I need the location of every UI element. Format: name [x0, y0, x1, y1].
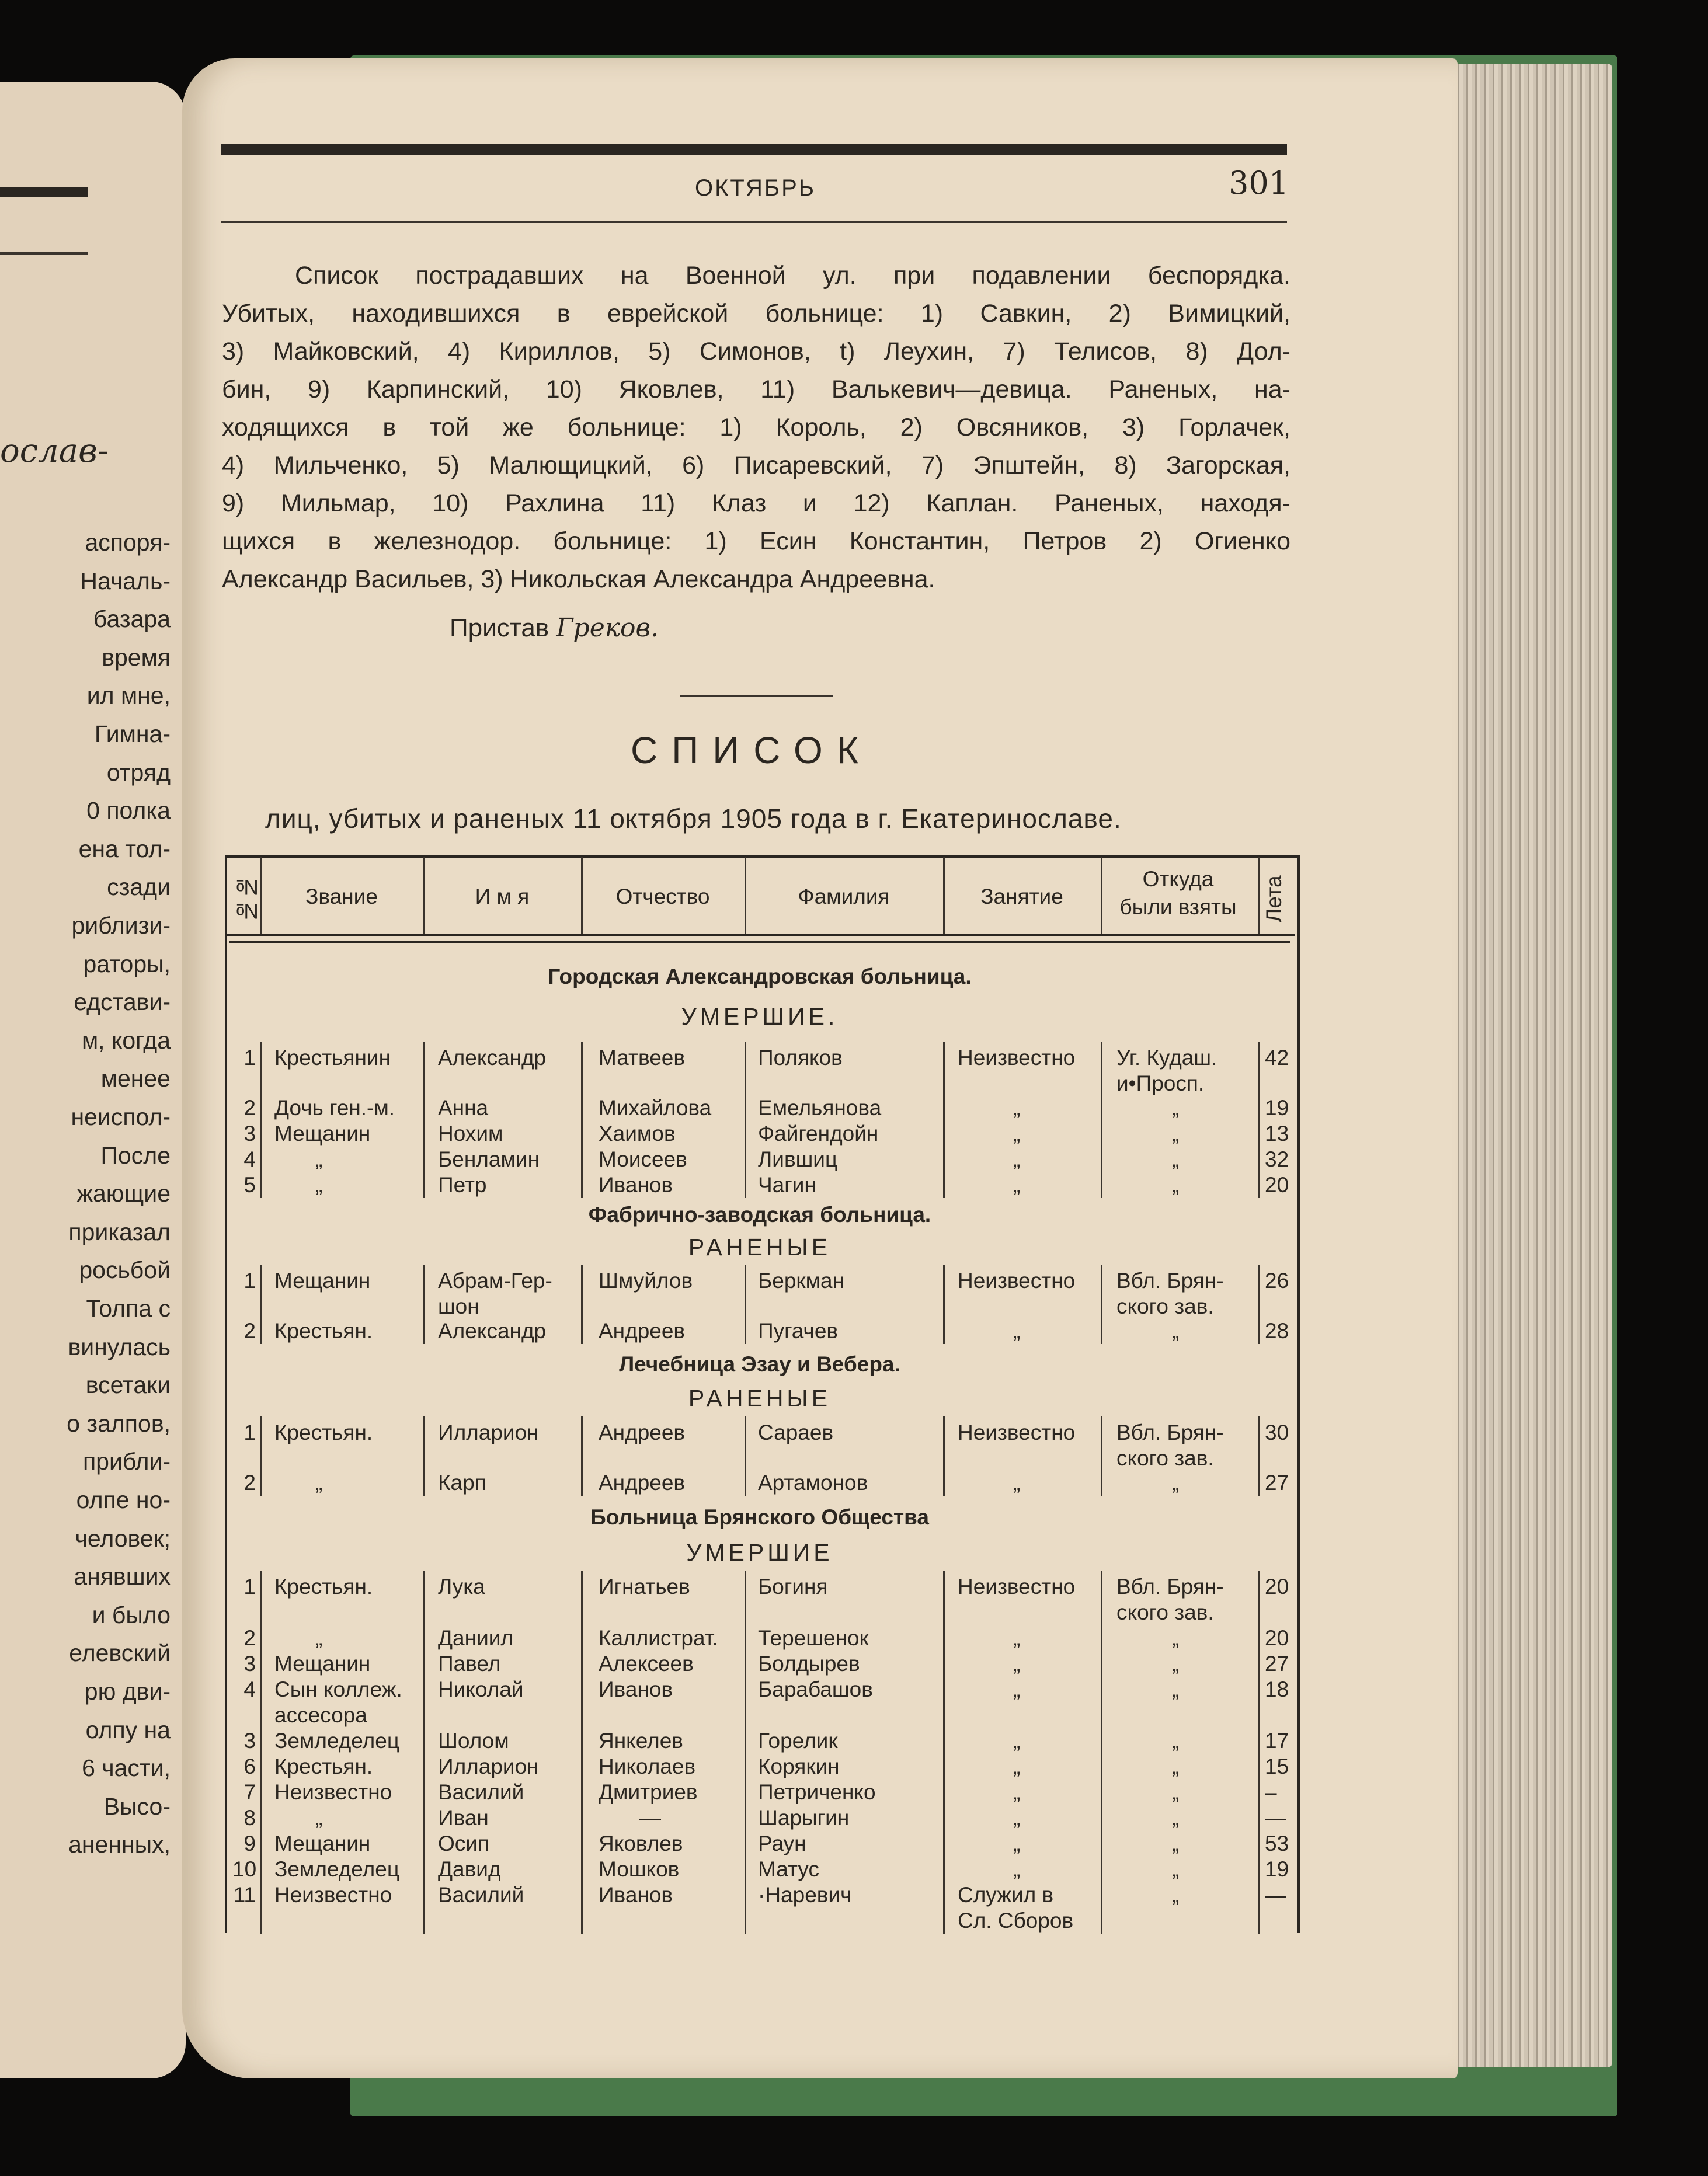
- row-surname: ·Наревич: [758, 1883, 852, 1907]
- row-age: 32: [1265, 1147, 1289, 1171]
- left-page-line: аненных,: [68, 1831, 171, 1858]
- section-hospital: Лечебница Эзау и Вебера.: [619, 1352, 900, 1376]
- left-page-line: время: [102, 643, 171, 671]
- left-page-line: приказал: [68, 1218, 171, 1245]
- row-number: 5: [243, 1173, 256, 1197]
- row-occupation: „: [1013, 1173, 1021, 1197]
- left-page-line: человек;: [75, 1524, 171, 1552]
- row-patronymic: —: [639, 1806, 661, 1830]
- row-name: Лука: [438, 1575, 485, 1599]
- row-source-cont: ского зав.: [1116, 1446, 1214, 1470]
- row-surname: Лившиц: [758, 1147, 838, 1171]
- header-rule: [221, 144, 1287, 155]
- column-rule: [943, 857, 945, 934]
- row-source: Вбл. Брян-: [1116, 1269, 1224, 1293]
- row-surname: Барабашов: [758, 1677, 873, 1701]
- left-page-line: олпе но-: [76, 1486, 171, 1513]
- row-name: Шолом: [438, 1729, 509, 1753]
- section-hospital: Больница Брянского Общества: [590, 1505, 929, 1529]
- row-occupation: „: [1013, 1319, 1021, 1343]
- paragraph-line: ходящихся в той же больнице: 1) Король, 2) Овсяников, 3) Горлачек,: [222, 413, 1290, 441]
- row-source-cont: и•Просп.: [1116, 1071, 1205, 1095]
- row-rank: „: [315, 1147, 323, 1171]
- row-occupation: „: [1013, 1832, 1021, 1855]
- row-source: „: [1172, 1857, 1180, 1881]
- column-rule: [423, 1265, 425, 1344]
- row-number: 8: [243, 1806, 256, 1830]
- row-source: „: [1172, 1147, 1180, 1171]
- table-header-rule-inner: [229, 941, 1290, 943]
- left-page-line: олпу на: [85, 1716, 171, 1743]
- row-source: „: [1172, 1806, 1180, 1830]
- row-name: Бенламин: [438, 1147, 540, 1171]
- column-rule: [581, 1571, 583, 1934]
- row-rank: Мещанин: [274, 1122, 371, 1146]
- row-name: Карп: [438, 1471, 486, 1495]
- left-page-line: риблизи-: [71, 912, 171, 939]
- left-page-line: жающие: [76, 1180, 171, 1207]
- row-surname: Файгендойн: [758, 1122, 879, 1146]
- row-number: 2: [243, 1319, 256, 1343]
- row-rank: „: [315, 1806, 323, 1830]
- left-page-line: винулась: [68, 1333, 171, 1360]
- col-header-source-line1: Откуда: [1142, 867, 1214, 891]
- row-number: 4: [243, 1677, 256, 1701]
- section-hospital: Городская Александровская больница.: [548, 965, 972, 988]
- row-rank: Мещанин: [274, 1652, 371, 1676]
- row-patronymic: Яковлев: [599, 1832, 683, 1855]
- left-page: [0, 82, 186, 2078]
- row-age: 20: [1265, 1173, 1289, 1197]
- row-patronymic: Иванов: [599, 1677, 673, 1701]
- row-occupation: „: [1013, 1780, 1021, 1804]
- column-rule: [745, 1571, 746, 1934]
- section-kind: РАНЕНЫЕ: [688, 1234, 832, 1261]
- column-rule: [260, 1042, 262, 1198]
- row-age: 17: [1265, 1729, 1289, 1753]
- row-patronymic: Дмитриев: [599, 1780, 698, 1804]
- row-source: Вбл. Брян-: [1116, 1575, 1224, 1599]
- row-patronymic: Иванов: [599, 1173, 673, 1197]
- section-kind: УМЕРШИЕ: [686, 1539, 833, 1566]
- row-surname: Шарыгин: [758, 1806, 850, 1830]
- row-rank-cont: ассесора: [274, 1703, 367, 1727]
- row-age: 15: [1265, 1754, 1289, 1778]
- left-page-line: росьбой: [79, 1256, 171, 1284]
- left-page-line: елевский: [69, 1639, 171, 1667]
- left-page-rule: [0, 187, 88, 197]
- left-page-line: менее: [100, 1065, 171, 1092]
- col-header-no: №№: [235, 875, 259, 923]
- column-rule: [943, 1042, 945, 1198]
- column-rule: [943, 1416, 945, 1496]
- row-surname: Горелик: [758, 1729, 838, 1753]
- column-rule: [1258, 857, 1260, 934]
- row-surname: Болдырев: [758, 1652, 860, 1676]
- column-rule: [581, 1265, 583, 1344]
- paragraph-line: щихся в железнодор. больнице: 1) Есин Константин, Петров 2) Огиенко: [222, 527, 1290, 555]
- col-header-surname: Фамилия: [798, 885, 890, 908]
- left-page-rule-thin: [0, 252, 88, 255]
- row-source: Уг. Кудаш.: [1116, 1046, 1217, 1070]
- row-age: 27: [1265, 1471, 1289, 1495]
- left-page-line: аспоря-: [85, 529, 171, 556]
- running-title: ОКТЯБРЬ: [695, 175, 816, 201]
- row-age: 18: [1265, 1677, 1289, 1701]
- row-age: —: [1265, 1806, 1286, 1830]
- column-rule: [1101, 1571, 1102, 1934]
- row-patronymic: Шмуйлов: [599, 1269, 693, 1293]
- left-page-line: анявших: [74, 1563, 171, 1590]
- signer-name: Греков.: [556, 613, 659, 643]
- paragraph-line: 4) Мильченко, 5) Малющицкий, 6) Писаревский, 7) Эпштейн, 8) Загорская,: [222, 451, 1290, 479]
- row-age: 19: [1265, 1857, 1289, 1881]
- row-surname: Богиня: [758, 1575, 828, 1599]
- row-patronymic: Игнатьев: [599, 1575, 690, 1599]
- row-age: 28: [1265, 1319, 1289, 1343]
- row-patronymic: Михайлова: [599, 1096, 712, 1120]
- column-rule: [260, 1416, 262, 1496]
- column-rule: [745, 857, 746, 934]
- row-surname: Матус: [758, 1857, 819, 1881]
- row-occupation-cont: Сл. Сборов: [958, 1909, 1074, 1933]
- row-patronymic: Хаимов: [599, 1122, 676, 1146]
- row-rank: „: [315, 1626, 323, 1650]
- left-page-line: базара: [93, 605, 171, 633]
- left-page-line: рю дви-: [84, 1678, 171, 1705]
- row-patronymic: Николаев: [599, 1754, 696, 1778]
- row-rank: Неизвестно: [274, 1883, 392, 1907]
- left-page-line: сзади: [107, 873, 171, 901]
- row-surname: Пугачев: [758, 1319, 839, 1343]
- page-edges: [1454, 64, 1612, 2067]
- left-page-line: Толпа с: [86, 1295, 171, 1322]
- row-source: „: [1172, 1780, 1180, 1804]
- row-source: Вбл. Брян-: [1116, 1421, 1224, 1444]
- row-rank: Мещанин: [274, 1269, 371, 1293]
- left-page-line: ил мне,: [86, 682, 171, 709]
- section-kind: УМЕРШИЕ.: [681, 1003, 839, 1030]
- row-surname: Емельянова: [758, 1096, 882, 1120]
- col-header-rank: Звание: [305, 885, 378, 908]
- row-name: Нохим: [438, 1122, 503, 1146]
- row-patronymic: Андреев: [599, 1319, 686, 1343]
- row-name: Абрам-Гер-: [438, 1269, 552, 1293]
- intro-paragraph: [222, 257, 1290, 598]
- row-name-cont: шон: [438, 1294, 479, 1318]
- col-header-source-line2: были взяты: [1119, 895, 1237, 919]
- row-source-cont: ского зав.: [1116, 1600, 1214, 1624]
- row-name: Давид: [438, 1857, 501, 1881]
- row-rank: Неизвестно: [274, 1780, 392, 1804]
- row-rank: „: [315, 1173, 323, 1197]
- column-rule: [943, 1265, 945, 1344]
- row-age: 26: [1265, 1269, 1289, 1293]
- column-rule: [423, 1042, 425, 1198]
- page-number: 301: [1229, 165, 1289, 201]
- column-rule: [1101, 857, 1102, 934]
- row-source: „: [1172, 1319, 1180, 1343]
- paragraph-line: 9) Мильмар, 10) Рахлина 11) Клаз и 12) Каплан. Раненых, находя-: [222, 489, 1290, 517]
- row-rank: Крестьян.: [274, 1754, 373, 1778]
- row-name: Петр: [438, 1173, 487, 1197]
- row-patronymic: Алексеев: [599, 1652, 694, 1676]
- row-source: „: [1172, 1729, 1180, 1753]
- paragraph-line: Убитых, находившихся в еврейской больнице: 1) Савкин, 2) Вимицкий,: [222, 300, 1290, 328]
- section-kind: РАНЕНЫЕ: [688, 1385, 832, 1412]
- column-rule: [581, 1042, 583, 1198]
- row-patronymic: Моисеев: [599, 1147, 687, 1171]
- left-page-line: Гимна-: [94, 720, 171, 747]
- left-page-line: и было: [92, 1601, 171, 1628]
- row-source: „: [1172, 1626, 1180, 1650]
- row-rank: Крестьян.: [274, 1319, 373, 1343]
- paragraph-line: 3) Майковский, 4) Кириллов, 5) Симонов, t) Леухин, 7) Телисов, 8) Дол-: [222, 337, 1290, 365]
- section-hospital: Фабрично-заводская больница.: [588, 1203, 931, 1227]
- paragraph-line: бин, 9) Карпинский, 10) Яковлев, 11) Валькевич—девица. Раненых, на-: [222, 375, 1290, 403]
- column-rule: [423, 1571, 425, 1934]
- row-surname: Терешенок: [758, 1626, 869, 1650]
- left-page-line: раторы,: [83, 950, 171, 977]
- row-surname: Корякин: [758, 1754, 840, 1778]
- row-number: 6: [243, 1754, 256, 1778]
- column-rule: [260, 857, 262, 934]
- column-rule: [745, 1042, 746, 1198]
- row-source: „: [1172, 1096, 1180, 1120]
- left-page-line: м, когда: [81, 1026, 171, 1054]
- paragraph-line: Список пострадавших на Военной ул. при подавлении беспорядка.: [295, 262, 1290, 290]
- row-name: Анна: [438, 1096, 489, 1120]
- row-number: 1: [243, 1575, 256, 1599]
- row-name: Даниил: [438, 1626, 513, 1650]
- column-rule: [423, 1416, 425, 1496]
- row-source: „: [1172, 1754, 1180, 1778]
- paragraph-line: Александр Васильев, 3) Никольская Александра Андреевна.: [222, 565, 935, 593]
- header-rule-thin: [221, 221, 1287, 223]
- row-number: 3: [243, 1729, 256, 1753]
- row-name: Василий: [438, 1883, 524, 1907]
- row-rank: Мещанин: [274, 1832, 371, 1855]
- row-source: „: [1172, 1471, 1180, 1495]
- row-occupation: „: [1013, 1471, 1021, 1495]
- row-age: 27: [1265, 1652, 1289, 1676]
- row-number: 9: [243, 1832, 256, 1855]
- list-title: СПИСОК: [631, 729, 873, 771]
- row-occupation: „: [1013, 1754, 1021, 1778]
- col-header-patronymic: Отчество: [615, 885, 710, 908]
- row-occupation: Неизвестно: [958, 1575, 1076, 1599]
- left-page-line: неиспол-: [71, 1103, 171, 1130]
- row-occupation: „: [1013, 1677, 1021, 1701]
- left-page-line: После: [100, 1141, 171, 1169]
- row-occupation: „: [1013, 1626, 1021, 1650]
- row-number: 11: [233, 1883, 256, 1907]
- row-name: Василий: [438, 1780, 524, 1804]
- row-occupation: Неизвестно: [958, 1421, 1076, 1444]
- row-number: 1: [243, 1269, 256, 1293]
- row-number: 1: [243, 1046, 256, 1070]
- row-number: 1: [243, 1421, 256, 1444]
- left-page-line: отряд: [106, 758, 171, 786]
- row-rank: Крестьян.: [274, 1575, 373, 1599]
- row-source: „: [1172, 1173, 1180, 1197]
- row-occupation: „: [1013, 1096, 1021, 1120]
- row-age: 19: [1265, 1096, 1289, 1120]
- row-occupation: „: [1013, 1652, 1021, 1676]
- left-page-line: ена тол-: [78, 835, 171, 862]
- row-name: Александр: [438, 1319, 547, 1343]
- left-page-line: 0 полка: [86, 797, 171, 824]
- col-header-age: Лета: [1262, 875, 1286, 923]
- row-patronymic: Каллистрат.: [599, 1626, 718, 1650]
- row-rank: Крестьянин: [274, 1046, 391, 1070]
- left-page-line: всетаки: [85, 1371, 171, 1399]
- row-patronymic: Иванов: [599, 1883, 673, 1907]
- row-surname: Сараев: [758, 1421, 834, 1444]
- signature-line: [450, 613, 659, 643]
- column-rule: [1101, 1416, 1102, 1496]
- column-rule: [1258, 1571, 1260, 1934]
- row-occupation: „: [1013, 1729, 1021, 1753]
- column-rule: [1258, 1042, 1260, 1198]
- column-rule: [745, 1416, 746, 1496]
- row-rank: Дочь ген.-м.: [274, 1096, 395, 1120]
- row-name: Александр: [438, 1046, 547, 1070]
- row-name: Осип: [438, 1832, 489, 1855]
- row-rank: Сын коллеж.: [274, 1677, 402, 1701]
- row-patronymic: Мошков: [599, 1857, 680, 1881]
- list-subtitle: лиц, убитых и раненых 11 октября 1905 года в г. Екатеринославе.: [265, 803, 1122, 834]
- left-page-line: прибли-: [82, 1448, 171, 1475]
- row-surname: Поляков: [758, 1046, 843, 1070]
- left-page-italic-fragment: ослав-: [0, 432, 109, 470]
- row-occupation: „: [1013, 1806, 1021, 1830]
- row-number: 2: [243, 1096, 256, 1120]
- row-age: 20: [1265, 1575, 1289, 1599]
- row-name: Илларион: [438, 1421, 539, 1444]
- row-age: 30: [1265, 1421, 1289, 1444]
- row-number: 4: [243, 1147, 256, 1171]
- left-page-line: 6 части,: [82, 1754, 171, 1782]
- row-number: 3: [243, 1652, 256, 1676]
- row-name: Иван: [438, 1806, 489, 1830]
- column-rule: [423, 857, 425, 934]
- row-number: 3: [243, 1122, 256, 1146]
- row-surname: Петриченко: [758, 1780, 876, 1804]
- row-name: Павел: [438, 1652, 501, 1676]
- left-page-line: едстави-: [74, 988, 171, 1016]
- column-rule: [581, 857, 583, 934]
- left-page-line: Высо-: [103, 1792, 171, 1820]
- row-patronymic: Матвеев: [599, 1046, 685, 1070]
- row-surname: Чагин: [758, 1173, 816, 1197]
- row-occupation: Неизвестно: [958, 1046, 1076, 1070]
- column-rule: [581, 1416, 583, 1496]
- row-age: —: [1265, 1883, 1286, 1907]
- column-rule: [943, 1571, 945, 1934]
- col-header-name: И м я: [475, 885, 530, 908]
- row-patronymic: Андреев: [599, 1421, 686, 1444]
- column-rule: [260, 1265, 262, 1344]
- row-occupation: Неизвестно: [958, 1269, 1076, 1293]
- row-source: „: [1172, 1122, 1180, 1146]
- row-number: 10: [232, 1857, 257, 1881]
- row-surname: Артамонов: [758, 1471, 868, 1495]
- row-rank: Крестьян.: [274, 1421, 373, 1444]
- col-header-occupation: Занятие: [980, 885, 1063, 908]
- column-rule: [745, 1265, 746, 1344]
- row-source: „: [1172, 1883, 1180, 1907]
- row-age: 13: [1265, 1122, 1289, 1146]
- row-age: 42: [1265, 1046, 1289, 1070]
- column-rule: [1101, 1265, 1102, 1344]
- row-rank: „: [315, 1471, 323, 1495]
- row-source-cont: ского зав.: [1116, 1294, 1214, 1318]
- row-age: 20: [1265, 1626, 1289, 1650]
- row-surname: Беркман: [758, 1269, 845, 1293]
- row-name: Илларион: [438, 1754, 539, 1778]
- row-surname: Раун: [758, 1832, 806, 1855]
- column-rule: [1258, 1265, 1260, 1344]
- column-rule: [1101, 1042, 1102, 1198]
- row-age: –: [1265, 1780, 1277, 1804]
- row-number: 7: [243, 1780, 256, 1804]
- row-number: 2: [243, 1626, 256, 1650]
- row-number: 2: [243, 1471, 256, 1495]
- row-occupation: „: [1013, 1122, 1021, 1146]
- row-occupation: „: [1013, 1857, 1021, 1881]
- column-rule: [260, 1571, 262, 1934]
- row-rank: Земледелец: [274, 1857, 400, 1881]
- row-name: Николай: [438, 1677, 524, 1701]
- row-age: 53: [1265, 1832, 1289, 1855]
- row-patronymic: Янкелев: [599, 1729, 683, 1753]
- row-occupation: „: [1013, 1147, 1021, 1171]
- row-rank: Земледелец: [274, 1729, 400, 1753]
- left-page-line: Началь-: [80, 567, 171, 594]
- row-source: „: [1172, 1652, 1180, 1676]
- signer-label: Пристав: [450, 614, 549, 642]
- row-source: „: [1172, 1677, 1180, 1701]
- col-header-source: [1101, 865, 1255, 921]
- left-page-line: о залпов,: [67, 1409, 171, 1437]
- row-source: „: [1172, 1832, 1180, 1855]
- column-rule: [1258, 1416, 1260, 1496]
- row-occupation: Служил в: [958, 1883, 1054, 1907]
- row-patronymic: Андреев: [599, 1471, 686, 1495]
- table-header-rule: [225, 934, 1295, 936]
- separator-rule: [680, 695, 833, 697]
